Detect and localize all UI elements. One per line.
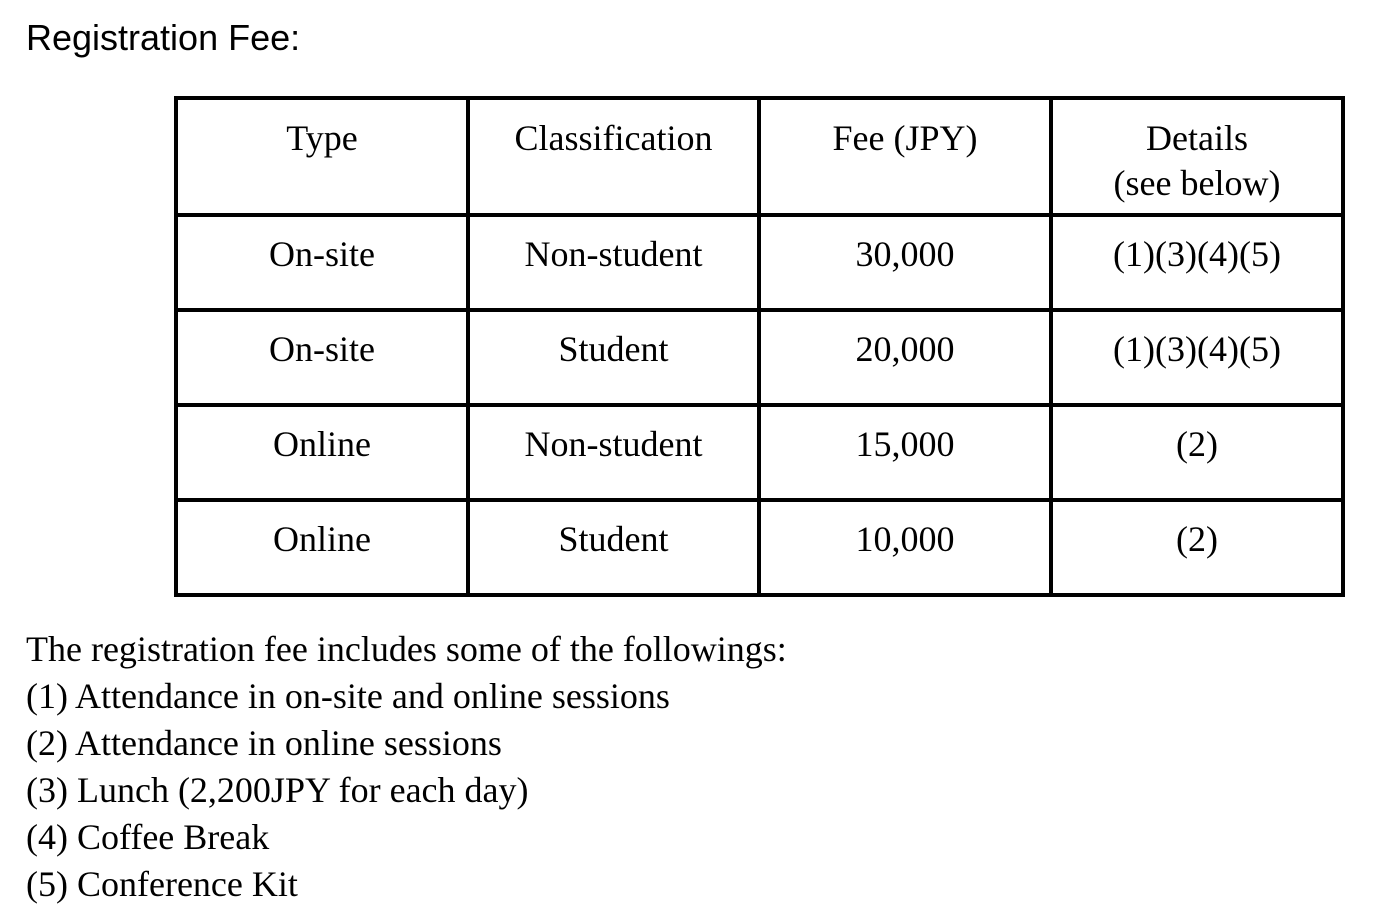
header-details <box>1051 98 1343 215</box>
registration-fee-table <box>174 96 1345 597</box>
notes-item: (2) Attendance in online sessions <box>26 723 502 763</box>
cell-type: On-site <box>176 215 468 310</box>
table-row <box>176 215 1343 310</box>
table-row <box>176 500 1343 595</box>
cell-type: Online <box>176 405 468 500</box>
cell-fee: 10,000 <box>759 500 1051 595</box>
header-type: Type <box>176 98 468 215</box>
header-row <box>176 98 1343 215</box>
cell-classification: Non-student <box>468 215 759 310</box>
page-heading: Registration Fee: <box>26 17 301 58</box>
header-details-line1: Details <box>1146 118 1248 158</box>
header-classification: Classification <box>468 98 759 215</box>
header-fee: Fee (JPY) <box>759 98 1051 215</box>
table-row <box>176 310 1343 405</box>
cell-fee: 20,000 <box>759 310 1051 405</box>
header-details-line2: (see below) <box>1113 163 1281 203</box>
notes-item: (1) Attendance in on-site and online sessions <box>26 676 670 716</box>
fee-table-header <box>176 98 1343 215</box>
cell-details: (2) <box>1051 500 1343 595</box>
cell-details: (1)(3)(4)(5) <box>1051 215 1343 310</box>
cell-classification: Student <box>468 500 759 595</box>
cell-details: (2) <box>1051 405 1343 500</box>
notes-intro: The registration fee includes some of the followings: <box>26 629 787 669</box>
cell-type: Online <box>176 500 468 595</box>
cell-fee: 30,000 <box>759 215 1051 310</box>
cell-type: On-site <box>176 310 468 405</box>
notes-item: (4) Coffee Break <box>26 817 270 857</box>
notes-item: (3) Lunch (2,200JPY for each day) <box>26 770 529 810</box>
fee-table-body <box>176 215 1343 595</box>
cell-fee: 15,000 <box>759 405 1051 500</box>
fee-notes <box>26 626 787 908</box>
cell-details: (1)(3)(4)(5) <box>1051 310 1343 405</box>
cell-classification: Non-student <box>468 405 759 500</box>
table-row <box>176 405 1343 500</box>
notes-item: (5) Conference Kit <box>26 864 298 904</box>
cell-classification: Student <box>468 310 759 405</box>
